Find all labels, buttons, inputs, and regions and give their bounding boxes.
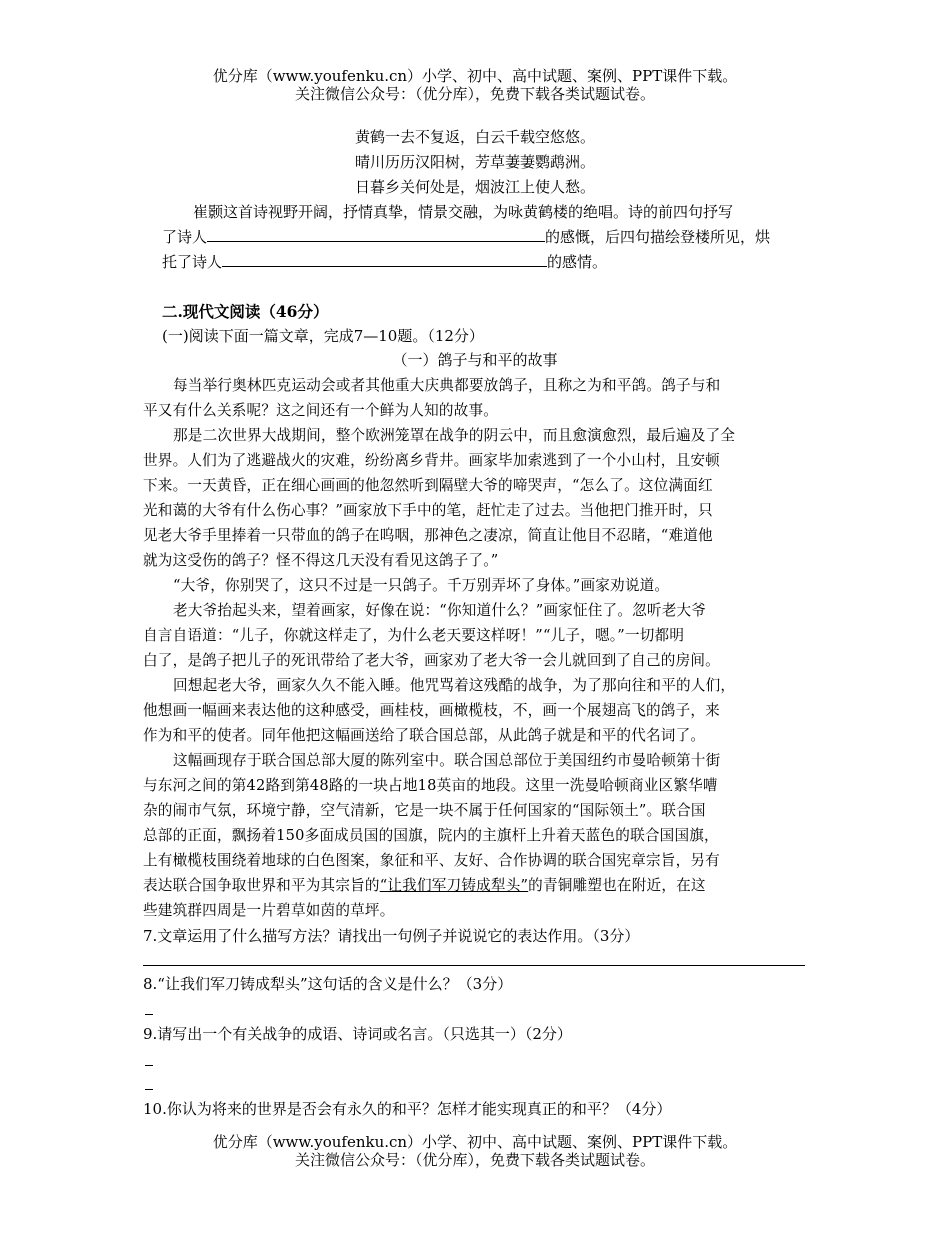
footer-line-1: 优分库（www.youfenku.cn）小学、初中、高中试题、案例、PPT课件下载。 (212, 1133, 738, 1151)
underlined-quote: “让我们军刀铸成犁头” (379, 877, 529, 894)
answer-mark-q8[interactable] (145, 1014, 153, 1015)
story-line: 每当举行奥林匹克运动会或者其他重大庆典都要放鸽子，且称之为和平鸽。鸽子与和 (173, 377, 721, 394)
answer-blank-1[interactable] (207, 226, 545, 242)
question-10: 10.你认为将来的世界是否会有永久的和平？怎样才能实现真正的和平？（4分） (143, 1100, 672, 1118)
story-line: 见老大爷手里捧着一只带血的鸽子在呜咽，那神色之凄凉，简直让他目不忍睹，“难道他 (143, 527, 713, 544)
answer-blank-2[interactable] (222, 251, 547, 267)
poem-line-2: 晴川历历汉阳树，芳草萋萋鹦鹉洲。 (354, 153, 595, 171)
poem-analysis-l2-prefix: 了诗人 (162, 228, 208, 246)
question-8: 8.“让我们军刀铸成犁头”这句话的含义是什么？（3分） (143, 975, 513, 993)
poem-line-3: 日暮乡关何处是，烟波江上使人愁。 (354, 178, 595, 196)
poem-line-1: 黄鹤一去不复返，白云千载空悠悠。 (354, 128, 595, 146)
story-line: 他想画一幅画来表达他的这种感受，画桂枝，画橄榄枝，不，画一个展翅高飞的鸽子，来 (143, 702, 720, 719)
question-9: 9.请写出一个有关战争的成语、诗词或名言。（只选其一）（2分） (143, 1025, 572, 1043)
header-line-1: 优分库（www.youfenku.cn）小学、初中、高中试题、案例、PPT课件下载。 (212, 67, 738, 85)
story-line: 下来。一天黄昏，正在细心画画的他忽然听到隔壁大爷的啼哭声，“怎么了。这位满面红 (143, 477, 713, 494)
story-line: 杂的闹市气氛，环境宁静，空气清新，它是一块不属于任何国家的“国际领土”。联合国 (143, 802, 706, 819)
story-line: 作为和平的使者。同年他把这幅画送给了联合国总部，从此鸽子就是和平的代名词了。 (143, 727, 706, 744)
poem-analysis-line-2 (162, 225, 770, 249)
story-line: 就为这受伤的鸽子？怪不得这几天没有看见这鸽子了。” (143, 552, 499, 569)
answer-mark-q9-2[interactable] (145, 1089, 153, 1090)
story-line: 白了，是鸽子把儿子的死讯带给了老大爷，画家劝了老大爷一会儿就回到了自己的房间。 (143, 652, 720, 669)
section-title: 二.现代文阅读（46分） (162, 302, 329, 321)
story-line (143, 874, 706, 898)
poem-analysis-line-3 (162, 250, 607, 274)
header-line-2: 关注微信公众号：（优分库），免费下载各类试题试卷。 (294, 85, 655, 103)
section-intro: (一)阅读下面一篇文章，完成7—10题。（12分） (162, 327, 484, 345)
poem-analysis-line-1: 崔颢这首诗视野开阔，抒情真挚，情景交融，为咏黄鹤楼的绝唱。诗的前四句抒写 (193, 203, 734, 221)
story-line: 与东河之间的第42路到第48路的一块占地18英亩的地段。这里一洗曼哈顿商业区繁华嘈 (143, 777, 718, 794)
story-line-suffix: 的青铜雕塑也在附近，在这 (528, 877, 706, 894)
footer-line-2: 关注微信公众号：（优分库），免费下载各类试题试卷。 (294, 1151, 655, 1169)
story-line: “大爷，你别哭了，这只不过是一只鸽子。千万别弄坏了身体。”画家劝说道。 (173, 577, 670, 594)
poem-analysis-l3-prefix: 托了诗人 (162, 253, 223, 271)
story-line: 总部的正面，飘扬着150多面成员国的国旗，院内的主旗杆上升着天蓝色的联合国国旗， (143, 827, 719, 844)
story-line: 世界。人们为了逃避战火的灾难，纷纷离乡背井。画家毕加索逃到了一个小山村，且安顿 (143, 452, 720, 469)
story-line: 自言自语道：“儿子，你就这样走了，为什么老天要这样呀！”“儿子，嗯。”一切都明 (143, 627, 685, 644)
story-line: 回想起老大爷，画家久久不能入睡。他咒骂着这残酷的战争，为了那向往和平的人们， (173, 677, 736, 694)
story-line: 这幅画现存于联合国总部大厦的陈列室中。联合国总部位于美国纽约市曼哈顿第十街 (173, 752, 721, 769)
answer-line-q7[interactable] (143, 965, 805, 966)
answer-mark-q9-1[interactable] (145, 1065, 153, 1066)
story-line: 光和蔼的大爷有什么伤心事？”画家放下手中的笔，赶忙走了过去。当他把门推开时，只 (143, 502, 713, 519)
story-line: 平又有什么关系呢？这之间还有一个鲜为人知的故事。 (143, 402, 499, 419)
story-line: 些建筑群四周是一片碧草如茵的草坪。 (143, 902, 395, 919)
poem-analysis-l2-suffix: 的感慨，后四句描绘登楼所见，烘 (545, 228, 771, 246)
question-7: 7.文章运用了什么描写方法？请找出一句例子并说说它的表达作用。（3分） (143, 927, 640, 945)
story-line: 老大爷抬起头来，望着画家，好像在说：“你知道什么？”画家怔住了。忽听老大爷 (173, 602, 707, 619)
story-title: （一）鸽子与和平的故事 (392, 351, 558, 369)
story-line: 那是二次世界大战期间，整个欧洲笼罩在战争的阴云中，而且愈演愈烈，最后遍及了全 (173, 427, 736, 444)
poem-analysis-l3-suffix: 的感情。 (547, 253, 608, 271)
story-line-prefix: 表达联合国争取世界和平为其宗旨的 (143, 877, 380, 894)
story-line: 上有橄榄枝围绕着地球的白色图案，象征和平、友好、合作协调的联合国宪章宗旨，另有 (143, 852, 720, 869)
